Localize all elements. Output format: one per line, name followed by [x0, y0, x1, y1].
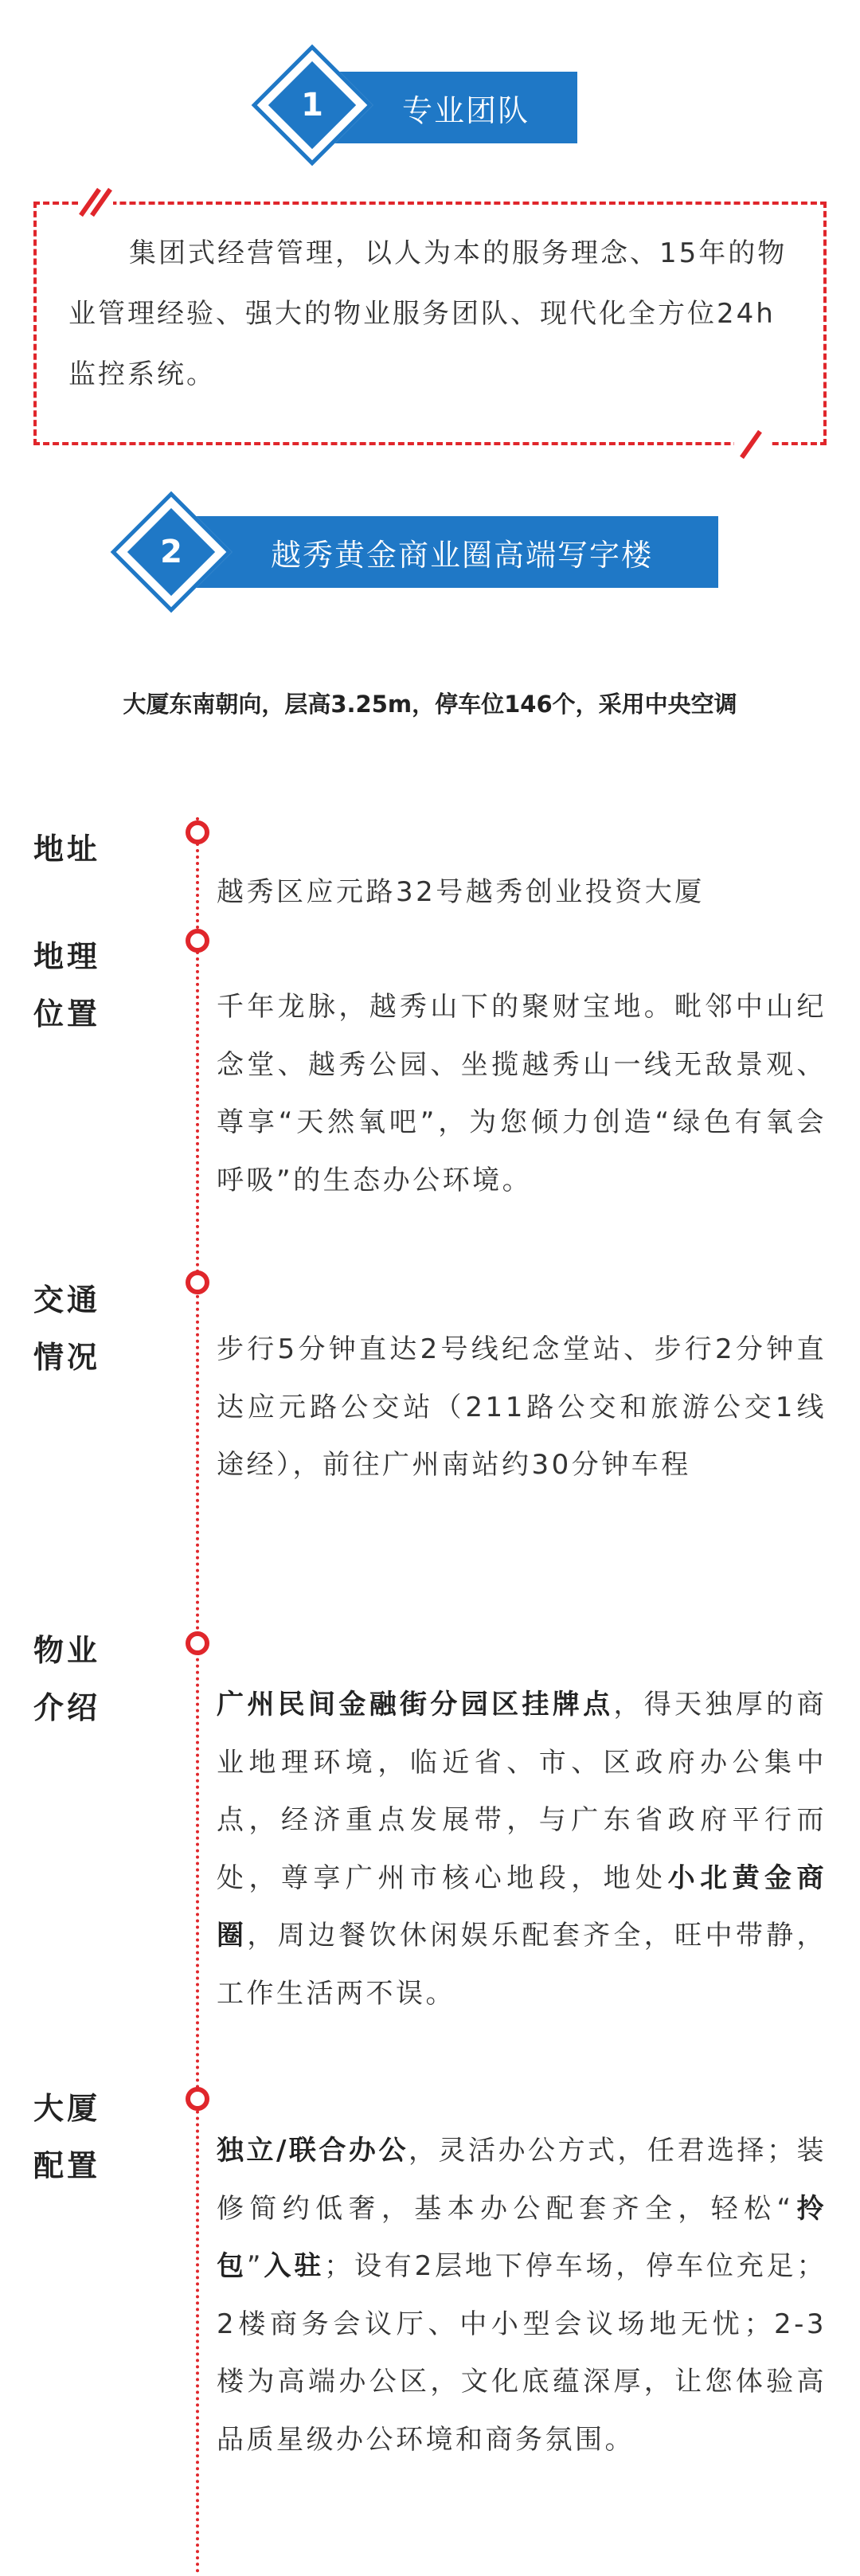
label-location: 地理 位置 [33, 939, 101, 1032]
timeline-dot-transport [186, 1270, 209, 1294]
config-highlight-3: 入驻 [264, 2250, 325, 2282]
property-highlight-1: 广州民间金融街分园区挂牌点 [217, 1689, 614, 1721]
section-1-title: 专业团队 [402, 92, 530, 128]
intro-text: 集团式经营管理，以人为本的服务理念、15年的物业管理经验、强大的物业服务团队、现代化全方位24h监控系统。 [68, 237, 788, 390]
slash-mark-bottom-right [734, 427, 769, 462]
timeline-dot-property [186, 1631, 209, 1655]
config-highlight-1: 独立/联合办公 [217, 2135, 408, 2167]
timeline-line [196, 817, 199, 2574]
section-1-number: 1 [301, 87, 323, 123]
section-2-title: 越秀黄金商业圈高端写字楼 [271, 537, 654, 573]
label-property: 物业 介绍 [33, 1633, 101, 1725]
section-2-number: 2 [160, 534, 182, 570]
timeline-dot-address [186, 820, 209, 844]
timeline-dot-location [186, 929, 209, 953]
property-highlight-2: 小北黄金商圈 [217, 1862, 827, 1952]
slash-mark-top-left [78, 185, 113, 220]
transport-text: 步行5分钟直达2号线纪念堂站、步行2分钟直达应元路公交站（211路公交和旅游公交1线途经），前往广州南站约30分钟车程 [217, 1333, 827, 1481]
label-config: 大厦 配置 [33, 2091, 101, 2183]
timeline-dot-config [186, 2087, 209, 2111]
label-transport: 交通 情况 [33, 1282, 101, 1375]
building-summary: 大厦东南朝向，层高3.25m，停车位146个，采用中央空调 [123, 691, 737, 718]
config-text: 独立/联合办公，灵活办公方式，任君选择；装修简约低奢，基本办公配套齐全，轻松“拎包”入驻；设有2层地下停车场，停车位充足；2楼商务会议厅、中小型会议场地无忧；2-3楼为高端办公区，文化底蕴深厚，让您体验高品质星级办公环境和商务氛围。 [217, 2135, 827, 2456]
address-text: 越秀区应元路32号越秀创业投资大厦 [217, 876, 705, 908]
config-highlight-2: 拎包 [217, 2192, 827, 2282]
section-2-banner [183, 516, 718, 588]
label-address: 地址 [33, 832, 101, 867]
property-text: 广州民间金融街分园区挂牌点，得天独厚的商业地理环境，临近省、市、区政府办公集中点，经济重点发展带，与广东省政府平行而处，尊享广州市核心地段，地处小北黄金商圈，周边餐饮休闲娱乐配套齐全，旺中带静，工作生活两不误。 [217, 1689, 827, 2010]
location-text: 千年龙脉，越秀山下的聚财宝地。毗邻中山纪念堂、越秀公园、坐揽越秀山一线无敌景观、尊享“天然氧吧”，为您倾力创造“绿色有氧会呼吸”的生态办公环境。 [217, 991, 827, 1196]
